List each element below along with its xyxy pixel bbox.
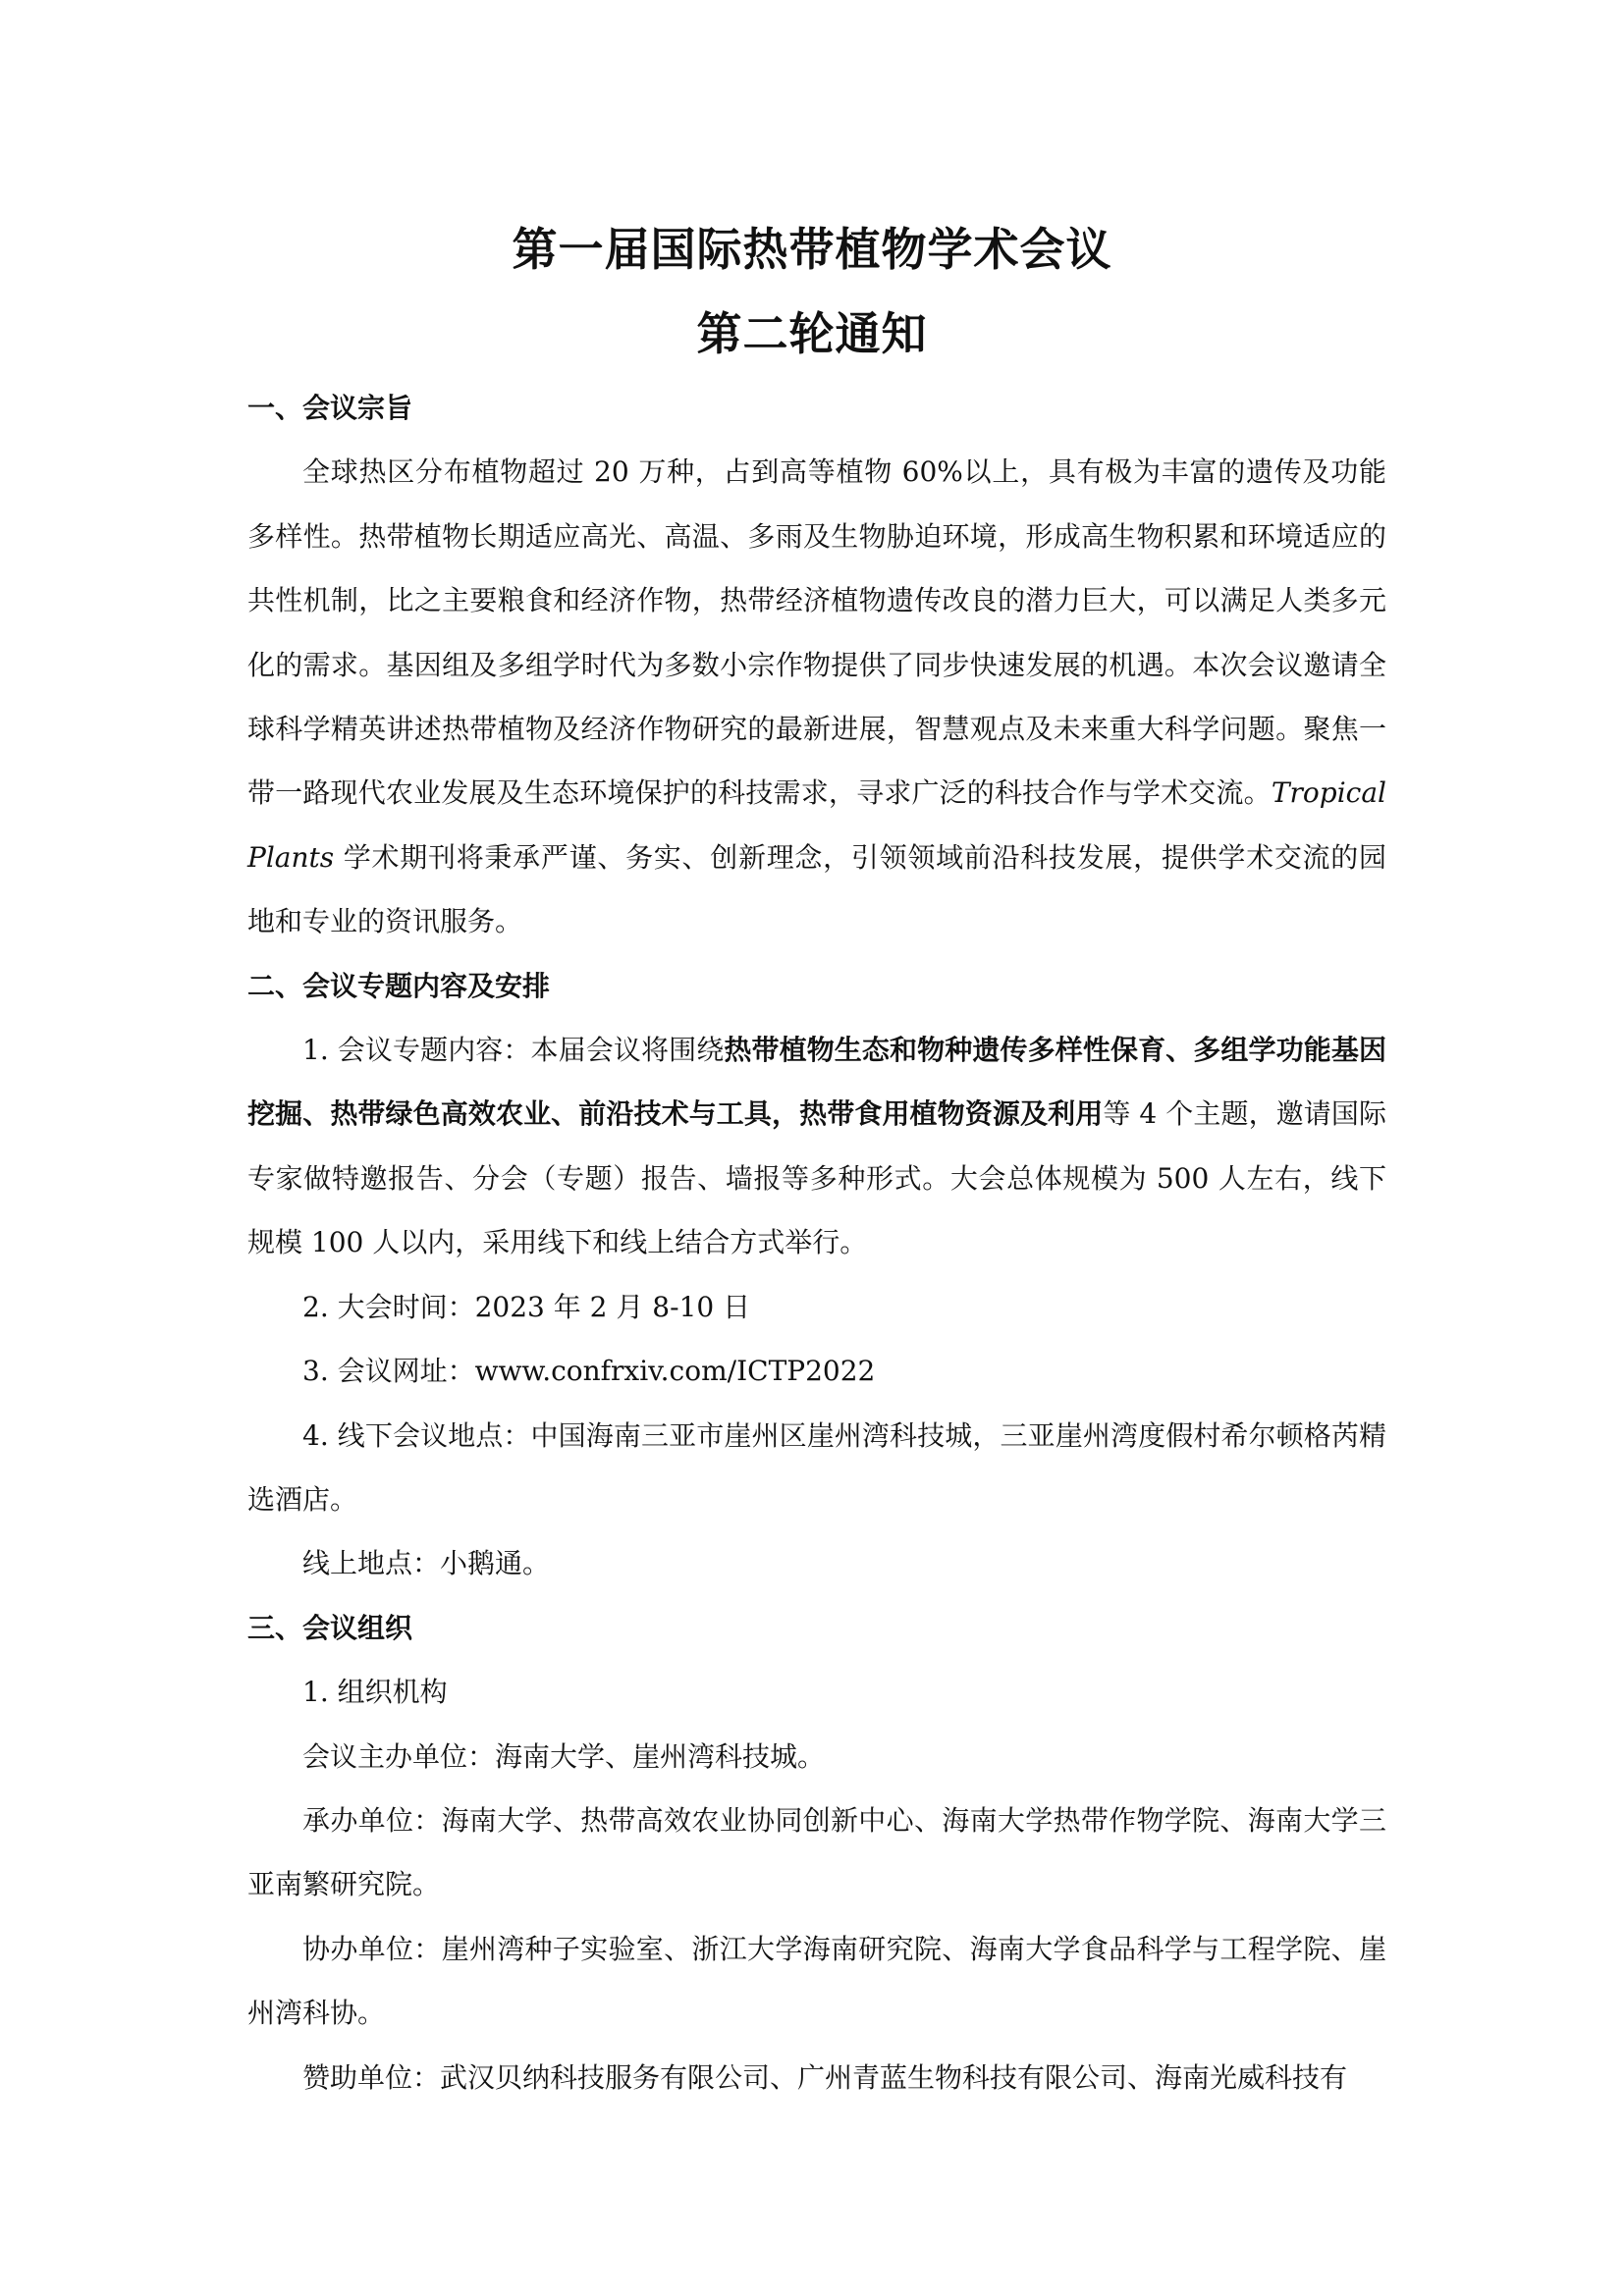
section-heading-purpose: 一、会议宗旨	[247, 392, 413, 424]
topics-item-2-date: 2. 大会时间：2023 年 2 月 8-10 日	[302, 1290, 751, 1323]
organizer-units: 承办单位：海南大学、热带高效农业协同创新中心、海南大学热带作物学院、海南大学三亚南繁研究院。	[247, 1803, 1386, 1901]
topics-item-3-website: 3. 会议网址：www.confrxiv.com/ICTP2022	[302, 1355, 876, 1388]
purpose-text-2: 学术期刊将秉承严谨、务实、创新理念，引领领域前沿科技发展，提供学术交流的园地和专业的资讯服务。	[247, 840, 1386, 938]
document-title: 第一届国际热带植物学术会议	[512, 223, 1112, 276]
document-subtitle: 第二轮通知	[696, 307, 928, 360]
sponsor-units: 赞助单位：武汉贝纳科技服务有限公司、广州青蓝生物科技有限公司、海南光威科技有	[302, 2060, 1348, 2094]
co-organizer-units: 协办单位：崖州湾种子实验室、浙江大学海南研究院、海南大学食品科学与工程学院、崖州湾科协。	[247, 1932, 1386, 2030]
online-venue: 线上地点：小鹅通。	[302, 1547, 551, 1580]
topics-item-1-prefix: 1. 会议专题内容：本届会议将围绕	[302, 1034, 725, 1067]
topics-item-1-suffix: 等 4 个主题，邀请国际专家做特邀报告、分会（专题）报告、墙报等多种形式。大会总体规模为 500 人左右，线下规模 100 人以内，采用线下和线上结合方式举行。	[247, 1097, 1386, 1259]
journal-name: Tropical Plants	[247, 776, 1386, 874]
topics-item-1-themes: 热带植物生态和物种遗传多样性保育、多组学功能基因挖掘、热带绿色高效农业、前沿技术与工具，热带食用植物资源及利用	[247, 1034, 1386, 1131]
host-units: 会议主办单位：海南大学、崖州湾科技城。	[302, 1739, 826, 1773]
purpose-text-1: 全球热区分布植物超过 20 万种，占到高等植物 60%以上，具有极为丰富的遗传及功能多样性。热带植物长期适应高光、高温、多雨及生物胁迫环境，形成高生物积累和环境适应的共性机制，比之主要粮食和经济作物，热带经济植物遗传改良的潜力巨大，可以满足人类多元化的需求。基因组及多组学时代为多数小宗作物提供了同步快速发展的机遇。本次会议邀请全球科学精英讲述热带植物及经济作物研究的最新进展，智慧观点及未来重大科学问题。聚焦一带一路现代农业发展及生态环境保护的科技需求，寻求广泛的科技合作与学术交流。	[247, 455, 1386, 810]
document-body	[247, 376, 1386, 2109]
section-heading-topics: 二、会议专题内容及安排	[247, 969, 551, 1002]
purpose-paragraph	[247, 440, 1386, 953]
topics-item-1	[247, 1018, 1386, 1275]
section-heading-organization: 三、会议组织	[247, 1611, 413, 1644]
organization-item-1: 1. 组织机构	[302, 1676, 448, 1709]
topics-item-4-venue: 4. 线下会议地点：中国海南三亚市崖州区崖州湾科技城，三亚崖州湾度假村希尔顿格芮精选酒店。	[247, 1418, 1386, 1516]
